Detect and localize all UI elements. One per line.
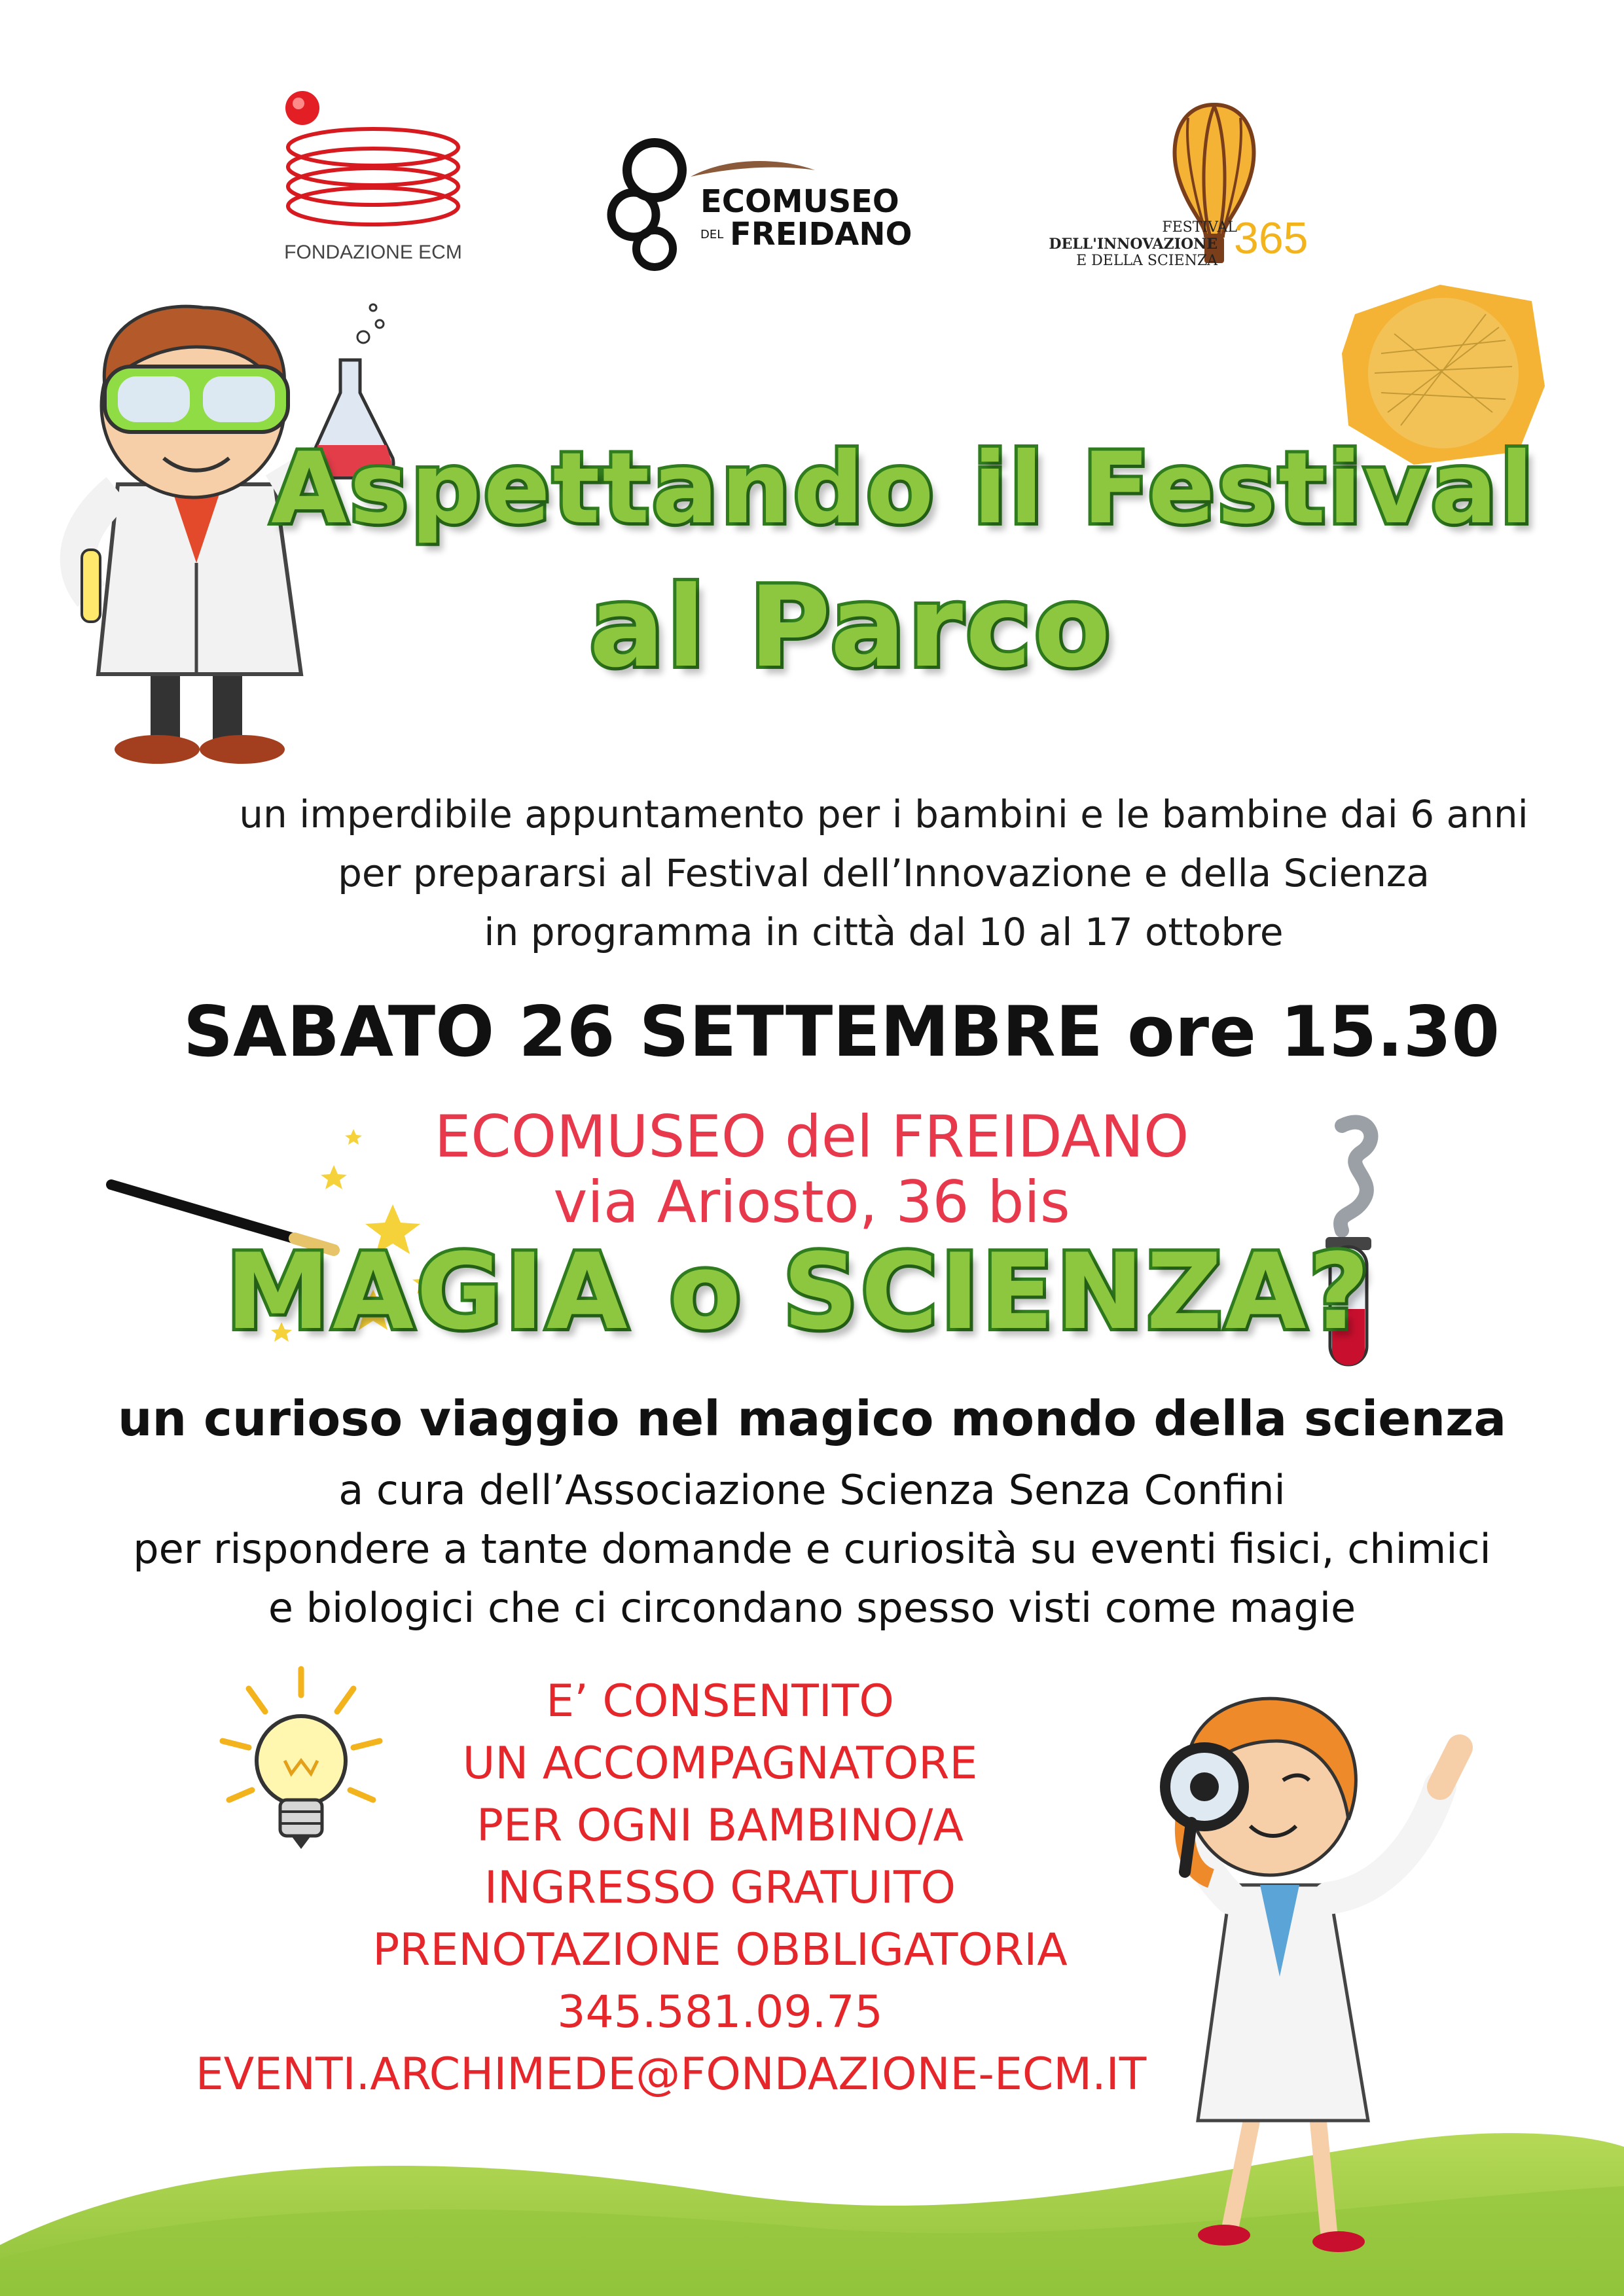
fondazione-ecm-emblem-icon [275, 85, 471, 236]
main-title-line1: Aspettando il Festival [271, 432, 1536, 546]
festival-line1: FESTIVAL [1162, 219, 1237, 236]
festival-line2: DELL'INNOVAZIONE [1049, 236, 1218, 253]
description-line2: a cura dell’Associazione Scienza Senza Confini [338, 1466, 1286, 1514]
subtitle-magia-scienza: MAGIA o SCIENZA? [225, 1230, 1373, 1353]
main-title-line2: al Parco [589, 563, 1113, 692]
venue-address: via Ariosto, 36 bis [553, 1168, 1070, 1236]
info-line1: E’ CONSENTITO [546, 1676, 894, 1727]
venue-name: ECOMUSEO del FREIDANO [434, 1103, 1189, 1170]
info-line3: PER OGNI BAMBINO/A [477, 1800, 964, 1852]
ecomuseo-title: ECOMUSEO [700, 183, 899, 220]
ecomuseo-logo[interactable] [602, 137, 912, 281]
fondazione-ecm-logo[interactable] [275, 85, 471, 275]
ecomuseo-circles-icon [602, 137, 700, 275]
description-line3: per rispondere a tante domande e curiosità su eventi fisici, chimici [133, 1525, 1491, 1573]
festival-line3: E DELLA SCIENZA [1076, 253, 1218, 269]
festival-365-logo[interactable] [1021, 98, 1348, 281]
ecomuseo-swoosh-icon [687, 157, 818, 183]
email-address[interactable]: EVENTI.ARCHIMEDE@FONDAZIONE-ECM.IT [195, 2049, 1147, 2100]
intro-line3: in programma in città dal 10 al 17 ottobre [484, 910, 1284, 954]
intro-line2: per prepararsi al Festival dell’Innovazione e della Scienza [338, 851, 1430, 895]
description-line4: e biologici che ci circondano spesso visti come magie [268, 1584, 1356, 1632]
event-date: SABATO 26 SETTEMBRE ore 15.30 [183, 992, 1500, 1072]
festival-number: 365 [1234, 213, 1308, 263]
ecomuseo-freidano: FREIDANO [730, 216, 912, 253]
intro-line1: un imperdibile appuntamento per i bambini e le bambine dai 6 anni [239, 792, 1528, 836]
fondazione-ecm-caption: FONDAZIONE ECM [284, 242, 462, 263]
ecomuseo-del: DEL [700, 228, 724, 242]
description-line1: un curioso viaggio nel magico mondo della scienza [117, 1391, 1507, 1447]
girl-scientist-illustration [1132, 1676, 1499, 2265]
info-line2: UN ACCOMPAGNATORE [462, 1738, 978, 1789]
info-line4: INGRESSO GRATUITO [484, 1862, 956, 1914]
phone-number[interactable]: 345.581.09.75 [557, 1986, 883, 2038]
info-line5: PRENOTAZIONE OBBLIGATORIA [372, 1924, 1068, 1976]
